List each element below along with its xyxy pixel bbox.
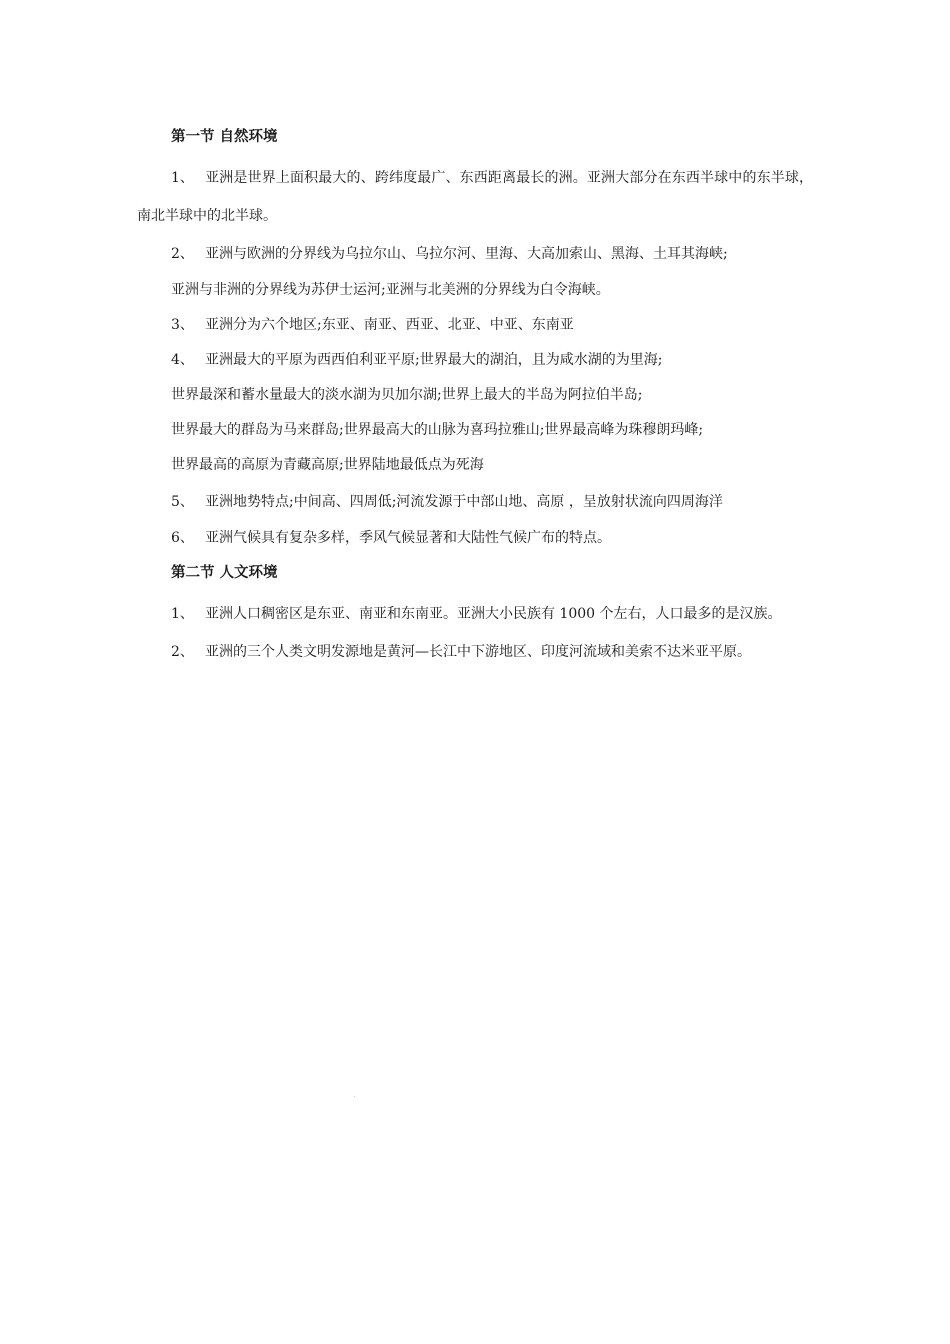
- item-text: 亚洲是世界上面积最大的、跨纬度最广、东西距离最长的洲。亚洲大部分在东西半球中的东半球，南北半球中的北半球。: [137, 170, 813, 224]
- item-text: 亚洲气候具有复杂多样，季风气候显著和大陆性气候广布的特点。: [205, 530, 611, 546]
- paragraph-line: 世界最深和蓄水量最大的淡水湖为贝加尔湖;世界上最大的半岛为阿拉伯半岛;: [171, 387, 643, 403]
- list-item: [137, 235, 813, 273]
- item-number: 1、: [171, 606, 194, 622]
- list-item: [137, 483, 813, 521]
- list-item: [137, 521, 813, 556]
- item-text: 亚洲地势特点;中间高、四周低;河流发源于中部山地、高原 ，呈放射状流向四周海洋: [205, 494, 723, 510]
- list-item: [137, 595, 813, 633]
- item-number: 5、: [171, 494, 194, 510]
- item-text: 亚洲分为六个地区;东亚、南亚、西亚、北亚、中亚、东南亚: [205, 317, 574, 333]
- item-number: 2、: [171, 644, 194, 660]
- item-number: 1、: [171, 170, 194, 186]
- list-item: [137, 159, 813, 235]
- item-text: 亚洲的三个人类文明发源地是黄河—长江中下游地区、印度河流域和美索不达米亚平原。: [205, 644, 751, 660]
- item-text: 亚洲最大的平原为西西伯利亚平原;世界最大的湖泊，且为咸水湖的为里海;: [205, 352, 663, 368]
- list-item: [137, 343, 813, 378]
- item-number: 2、: [171, 246, 194, 262]
- list-item: [137, 308, 813, 343]
- page-speck: [354, 1096, 355, 1097]
- section-title-natural-environment: 第一节 自然环境: [171, 129, 278, 145]
- paragraph-line: 世界最高的高原为青藏高原;世界陆地最低点为死海: [171, 457, 484, 473]
- paragraph-line: 亚洲与非洲的分界线为苏伊士运河;亚洲与北美洲的分界线为白令海峡。: [171, 282, 610, 298]
- item-number: 4、: [171, 352, 194, 368]
- item-number: 6、: [171, 530, 194, 546]
- paragraph-line: 世界最大的群岛为马来群岛;世界最高大的山脉为喜玛拉雅山;世界最高峰为珠穆朗玛峰;: [171, 422, 704, 438]
- section-title-human-environment: 第二节 人文环境: [171, 565, 278, 581]
- item-number: 3、: [171, 317, 194, 333]
- item-text: 亚洲人口稠密区是东亚、南亚和东南亚。亚洲大小民族有 1000 个左右，人口最多的是汉族。: [205, 606, 782, 622]
- list-item: [137, 633, 813, 671]
- document-page: [137, 124, 813, 671]
- item-text: 亚洲与欧洲的分界线为乌拉尔山、乌拉尔河、里海、大高加索山、黑海、土耳其海峡;: [205, 246, 728, 262]
